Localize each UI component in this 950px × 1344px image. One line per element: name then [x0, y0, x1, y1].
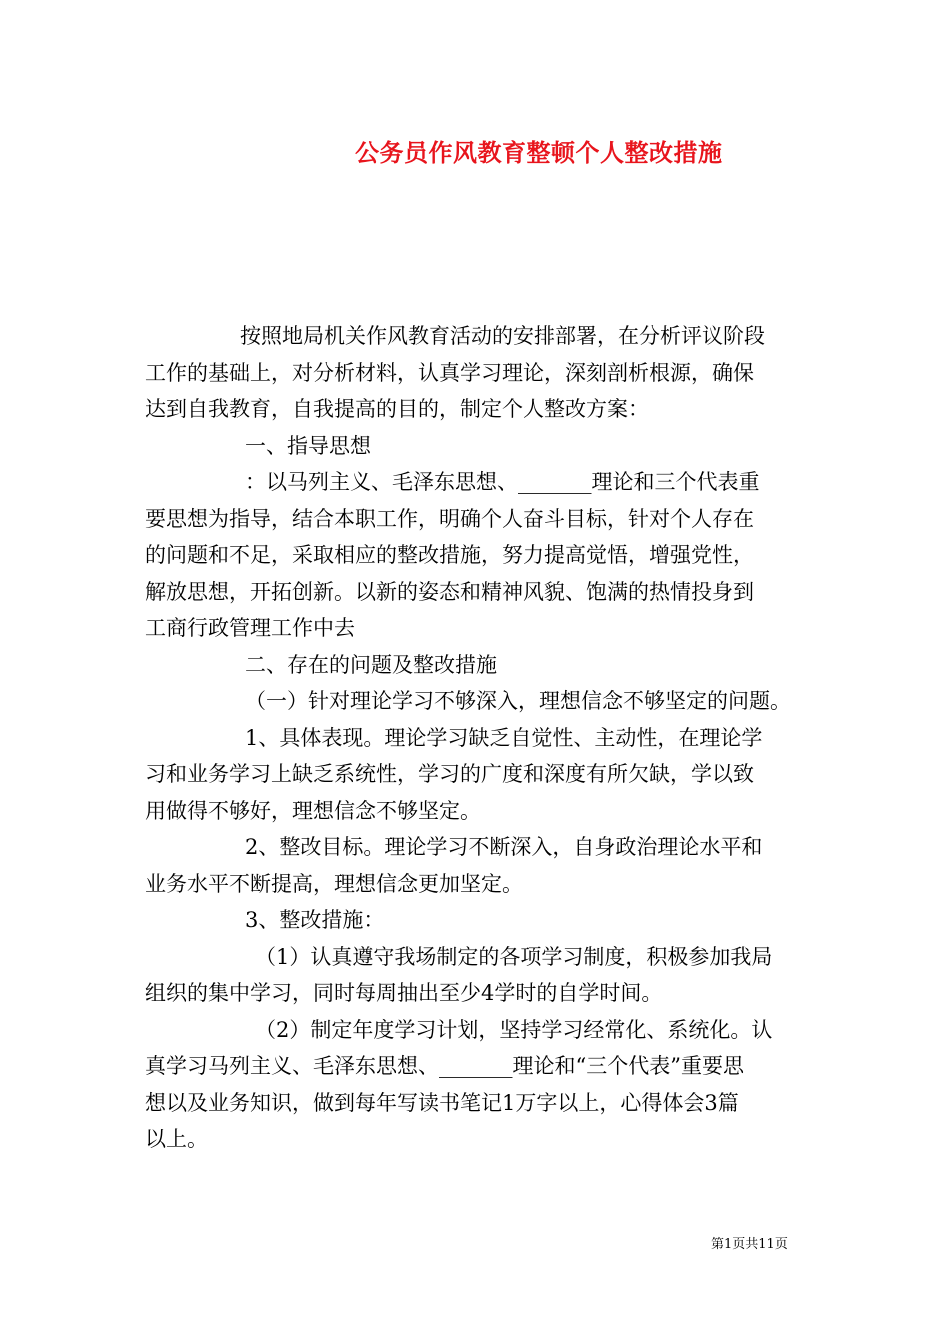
- paragraph: [145, 902, 825, 939]
- text-line: 业务水平不断提高，理想信念更加坚定。: [145, 871, 523, 896]
- paragraph: [145, 720, 825, 830]
- paragraph: [145, 464, 825, 647]
- text-line: ：以马列主义、毛泽东思想、_______理论和三个代表重: [245, 470, 760, 494]
- paragraph: [145, 829, 825, 902]
- text-line: 用做得不够好，理想信念不够坚定。: [145, 798, 481, 823]
- text-line: 1、具体表现。理论学习缺乏自觉性、主动性，在理论学: [245, 725, 763, 750]
- text-line: 组织的集中学习，同时每周抽出至少4学时的自学时间。: [145, 981, 663, 1005]
- paragraph: [145, 1012, 825, 1158]
- paragraph: [145, 318, 825, 428]
- text-line: （一）针对理论学习不够深入，理想信念不够坚定的问题。: [245, 689, 791, 713]
- text-line: （1）认真遵守我场制定的各项学习制度，积极参加我局: [255, 944, 773, 969]
- text-line: （2）制定年度学习计划，坚持学习经常化、系统化。认: [255, 1017, 773, 1042]
- text-line: 工作的基础上，对分析材料，认真学习理论，深刻剖析根源，确保: [145, 360, 754, 385]
- page-number: 第1页共11页: [711, 1237, 788, 1252]
- section-heading: [145, 428, 825, 465]
- text-line: 按照地局机关作风教育活动的安排部署，在分析评议阶段: [240, 324, 765, 348]
- text-line: 达到自我教育，自我提高的目的，制定个人整改方案：: [145, 397, 649, 421]
- paragraph: [145, 939, 825, 1012]
- text-line: 2、整改目标。理论学习不断深入，自身政治理论水平和: [245, 835, 763, 859]
- text-line: 的问题和不足，采取相应的整改措施，努力提高觉悟，增强党性，: [145, 543, 754, 567]
- text-line: 一、指导思想: [245, 433, 371, 458]
- text-line: 真学习马列主义、毛泽东思想、_______理论和“三个代表”重要思: [145, 1054, 744, 1078]
- text-line: 以上。: [145, 1127, 208, 1151]
- section-heading: [145, 647, 825, 684]
- text-line: 习和业务学习上缺乏系统性，学习的广度和深度有所欠缺，学以致: [145, 762, 754, 786]
- text-line: 二、存在的问题及整改措施: [245, 652, 497, 677]
- text-line: 想以及业务知识，做到每年写读书笔记1万字以上，心得体会3篇: [145, 1090, 739, 1115]
- text-line: 3、整改措施：: [245, 908, 385, 932]
- document-body: [145, 318, 825, 1158]
- text-line: 要思想为指导，结合本职工作，明确个人奋斗目标，针对个人存在: [145, 506, 754, 531]
- document-title: 公务员作风教育整顿个人整改措施: [355, 138, 723, 167]
- text-line: 解放思想，开拓创新。以新的姿态和精神风貌、饱满的热情投身到: [145, 579, 754, 604]
- subsection-heading: [145, 683, 825, 720]
- text-line: 工商行政管理工作中去: [145, 616, 355, 640]
